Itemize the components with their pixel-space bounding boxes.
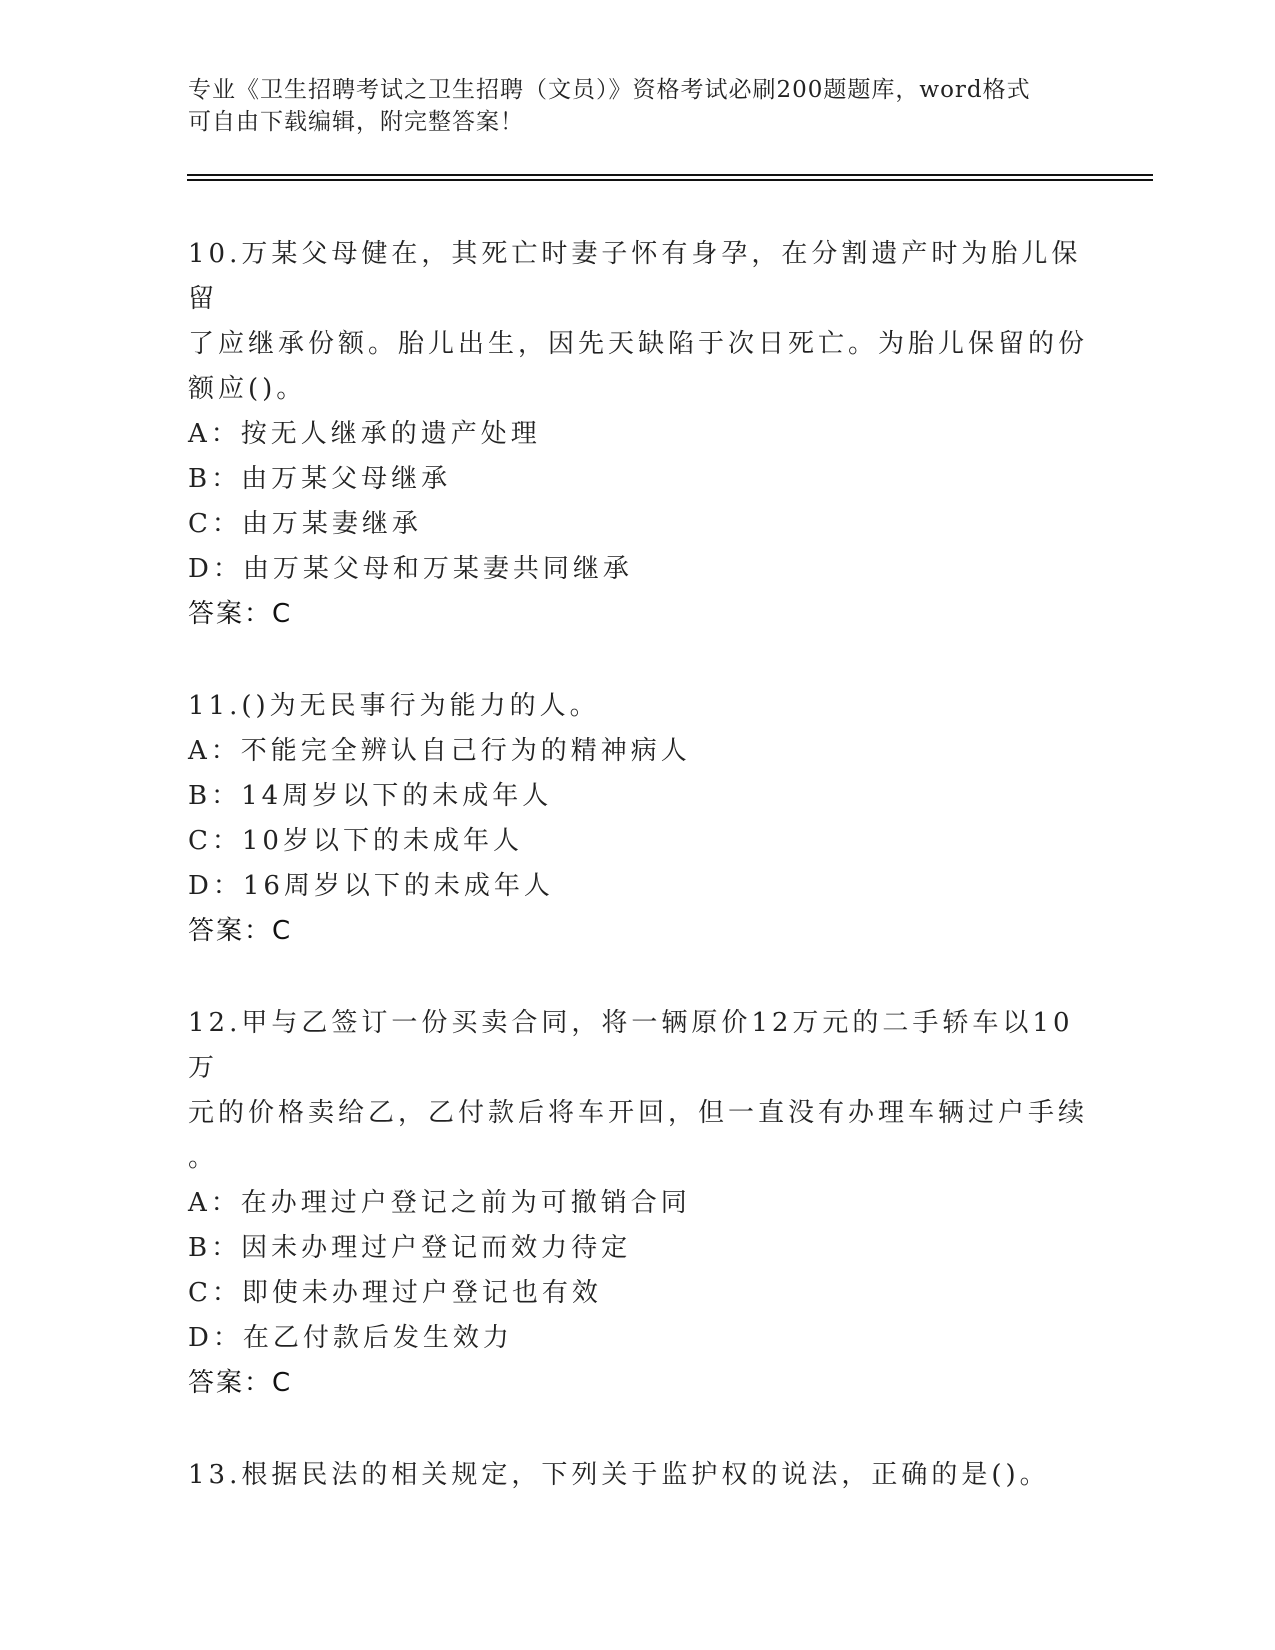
stem-line: 元的价格卖给乙，乙付款后将车开回，但一直没有办理车辆过户手续 <box>188 1098 1089 1128</box>
header-title-line-2: 可自由下载编辑，附完整答案！ <box>188 109 524 135</box>
stem-line: 11.()为无民事行为能力的人。 <box>188 691 600 721</box>
stem-line: 了应继承份额。胎儿出生，因先天缺陷于次日死亡。为胎儿保留的份 <box>188 329 1089 359</box>
question-stem <box>188 684 1088 729</box>
option-a: A：在办理过户登记之前为可撤销合同 <box>188 1188 691 1218</box>
option-c: C：由万某妻继承 <box>188 509 422 539</box>
question-stem <box>188 1453 1088 1498</box>
header-title-line-1: 专业《卫生招聘考试之卫生招聘（文员）》资格考试必刷200题题库，word格式 <box>188 77 1031 103</box>
question-10 <box>188 232 1088 637</box>
option-d: D：由万某父母和万某妻共同继承 <box>188 554 633 584</box>
option-d: D：在乙付款后发生效力 <box>188 1323 513 1353</box>
answer-line: 答案：C <box>188 916 293 946</box>
question-13 <box>188 1453 1088 1498</box>
option-c: C：即使未办理过户登记也有效 <box>188 1278 602 1308</box>
document-header <box>188 74 1068 138</box>
question-11 <box>188 684 1088 954</box>
answer-line: 答案：C <box>188 1368 293 1398</box>
header-divider-top <box>187 174 1153 176</box>
stem-line: 12.甲与乙签订一份买卖合同，将一辆原价12万元的二手轿车以10万 <box>188 1008 1074 1083</box>
option-a: A：不能完全辨认自己行为的精神病人 <box>188 736 691 766</box>
question-12 <box>188 1001 1088 1406</box>
stem-line: 13.根据民法的相关规定，下列关于监护权的说法，正确的是()。 <box>188 1460 1050 1490</box>
stem-line: 。 <box>188 1143 219 1173</box>
option-b: B：因未办理过户登记而效力待定 <box>188 1233 632 1263</box>
option-b: B：由万某父母继承 <box>188 464 452 494</box>
option-c: C：10岁以下的未成年人 <box>188 826 523 856</box>
option-a: A：按无人继承的遗产处理 <box>188 419 541 449</box>
answer-line: 答案：C <box>188 599 293 629</box>
stem-line: 10.万某父母健在，其死亡时妻子怀有身孕，在分割遗产时为胎儿保留 <box>188 239 1082 314</box>
question-stem <box>188 232 1088 412</box>
option-d: D：16周岁以下的未成年人 <box>188 871 554 901</box>
question-stem <box>188 1001 1088 1181</box>
question-list <box>188 232 1088 1545</box>
header-divider-bottom <box>187 179 1153 181</box>
option-b: B：14周岁以下的未成年人 <box>188 781 553 811</box>
stem-line: 额应()。 <box>188 374 307 404</box>
